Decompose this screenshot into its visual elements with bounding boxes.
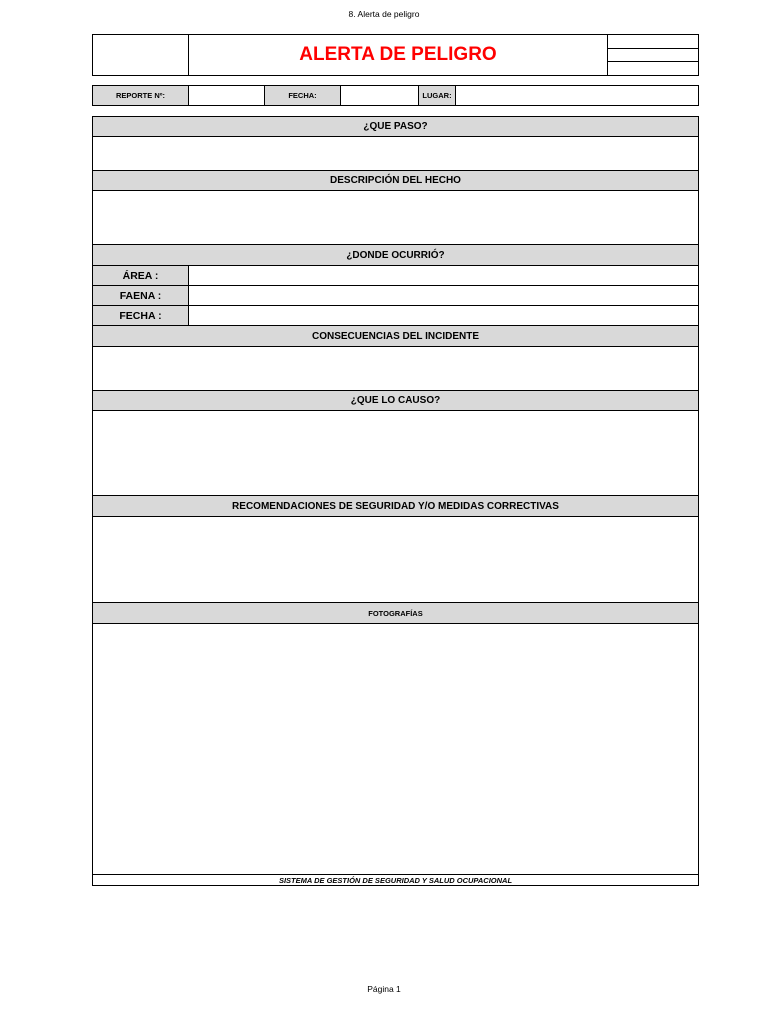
section-donde-label: ¿DONDE OCURRIÓ? (346, 249, 445, 261)
fecha-row-label: FECHA : (119, 309, 162, 322)
fecha-label: FECHA: (288, 91, 317, 100)
system-footer: SISTEMA DE GESTIÓN DE SEGURIDAD Y SALUD OCUPACIONAL (278, 875, 513, 885)
system-footer-cell (92, 874, 699, 886)
form-title-box (188, 34, 608, 76)
lugar-label-cell (418, 85, 456, 106)
consecuencias-field[interactable] (92, 346, 699, 391)
section-que-paso (92, 116, 699, 137)
area-label-cell (92, 265, 189, 286)
faena-input[interactable] (188, 285, 699, 306)
page-header: 8. Alerta de peligro (348, 9, 420, 19)
section-recomendaciones (92, 495, 699, 517)
recomendaciones-field[interactable] (92, 516, 699, 603)
section-fotografias (92, 602, 699, 624)
descripcion-field[interactable] (92, 190, 699, 245)
fecha-input[interactable] (340, 85, 419, 106)
revision-field[interactable] (607, 48, 699, 62)
version-field[interactable] (607, 61, 699, 76)
section-fotografias-label: FOTOGRAFÍAS (368, 608, 423, 618)
fecha-row-label-cell (92, 305, 189, 326)
reporte-input[interactable] (188, 85, 265, 106)
fotografias-area[interactable] (92, 623, 699, 875)
section-que-paso-label: ¿QUE PASO? (363, 121, 428, 132)
section-causa-label: ¿QUE LO CAUSO? (350, 395, 441, 406)
section-consecuencias-label: CONSECUENCIAS DEL INCIDENTE (311, 330, 480, 342)
code-field[interactable] (607, 34, 699, 49)
que-paso-field[interactable] (92, 136, 699, 171)
section-descripcion (92, 170, 699, 191)
lugar-label: LUGAR: (422, 91, 452, 100)
section-consecuencias (92, 325, 699, 347)
fecha-row-input[interactable] (188, 305, 699, 326)
faena-label: FAENA : (119, 289, 162, 302)
logo-box (92, 34, 189, 76)
section-recomendaciones-label: RECOMENDACIONES DE SEGURIDAD Y/O MEDIDAS CORRECTIVAS (232, 500, 559, 512)
section-causa (92, 390, 699, 411)
page-footer: Página 1 (367, 984, 401, 994)
section-donde (92, 244, 699, 266)
form-title: ALERTA DE PELIGRO (299, 44, 497, 65)
section-descripcion-label: DESCRIPCIÓN DEL HECHO (330, 175, 461, 186)
area-label: ÁREA : (122, 269, 159, 282)
reporte-label-cell (92, 85, 189, 106)
reporte-label: REPORTE Nº: (116, 91, 165, 100)
causa-field[interactable] (92, 410, 699, 496)
faena-label-cell (92, 285, 189, 306)
lugar-input[interactable] (455, 85, 699, 106)
area-input[interactable] (188, 265, 699, 286)
fecha-label-cell (264, 85, 341, 106)
